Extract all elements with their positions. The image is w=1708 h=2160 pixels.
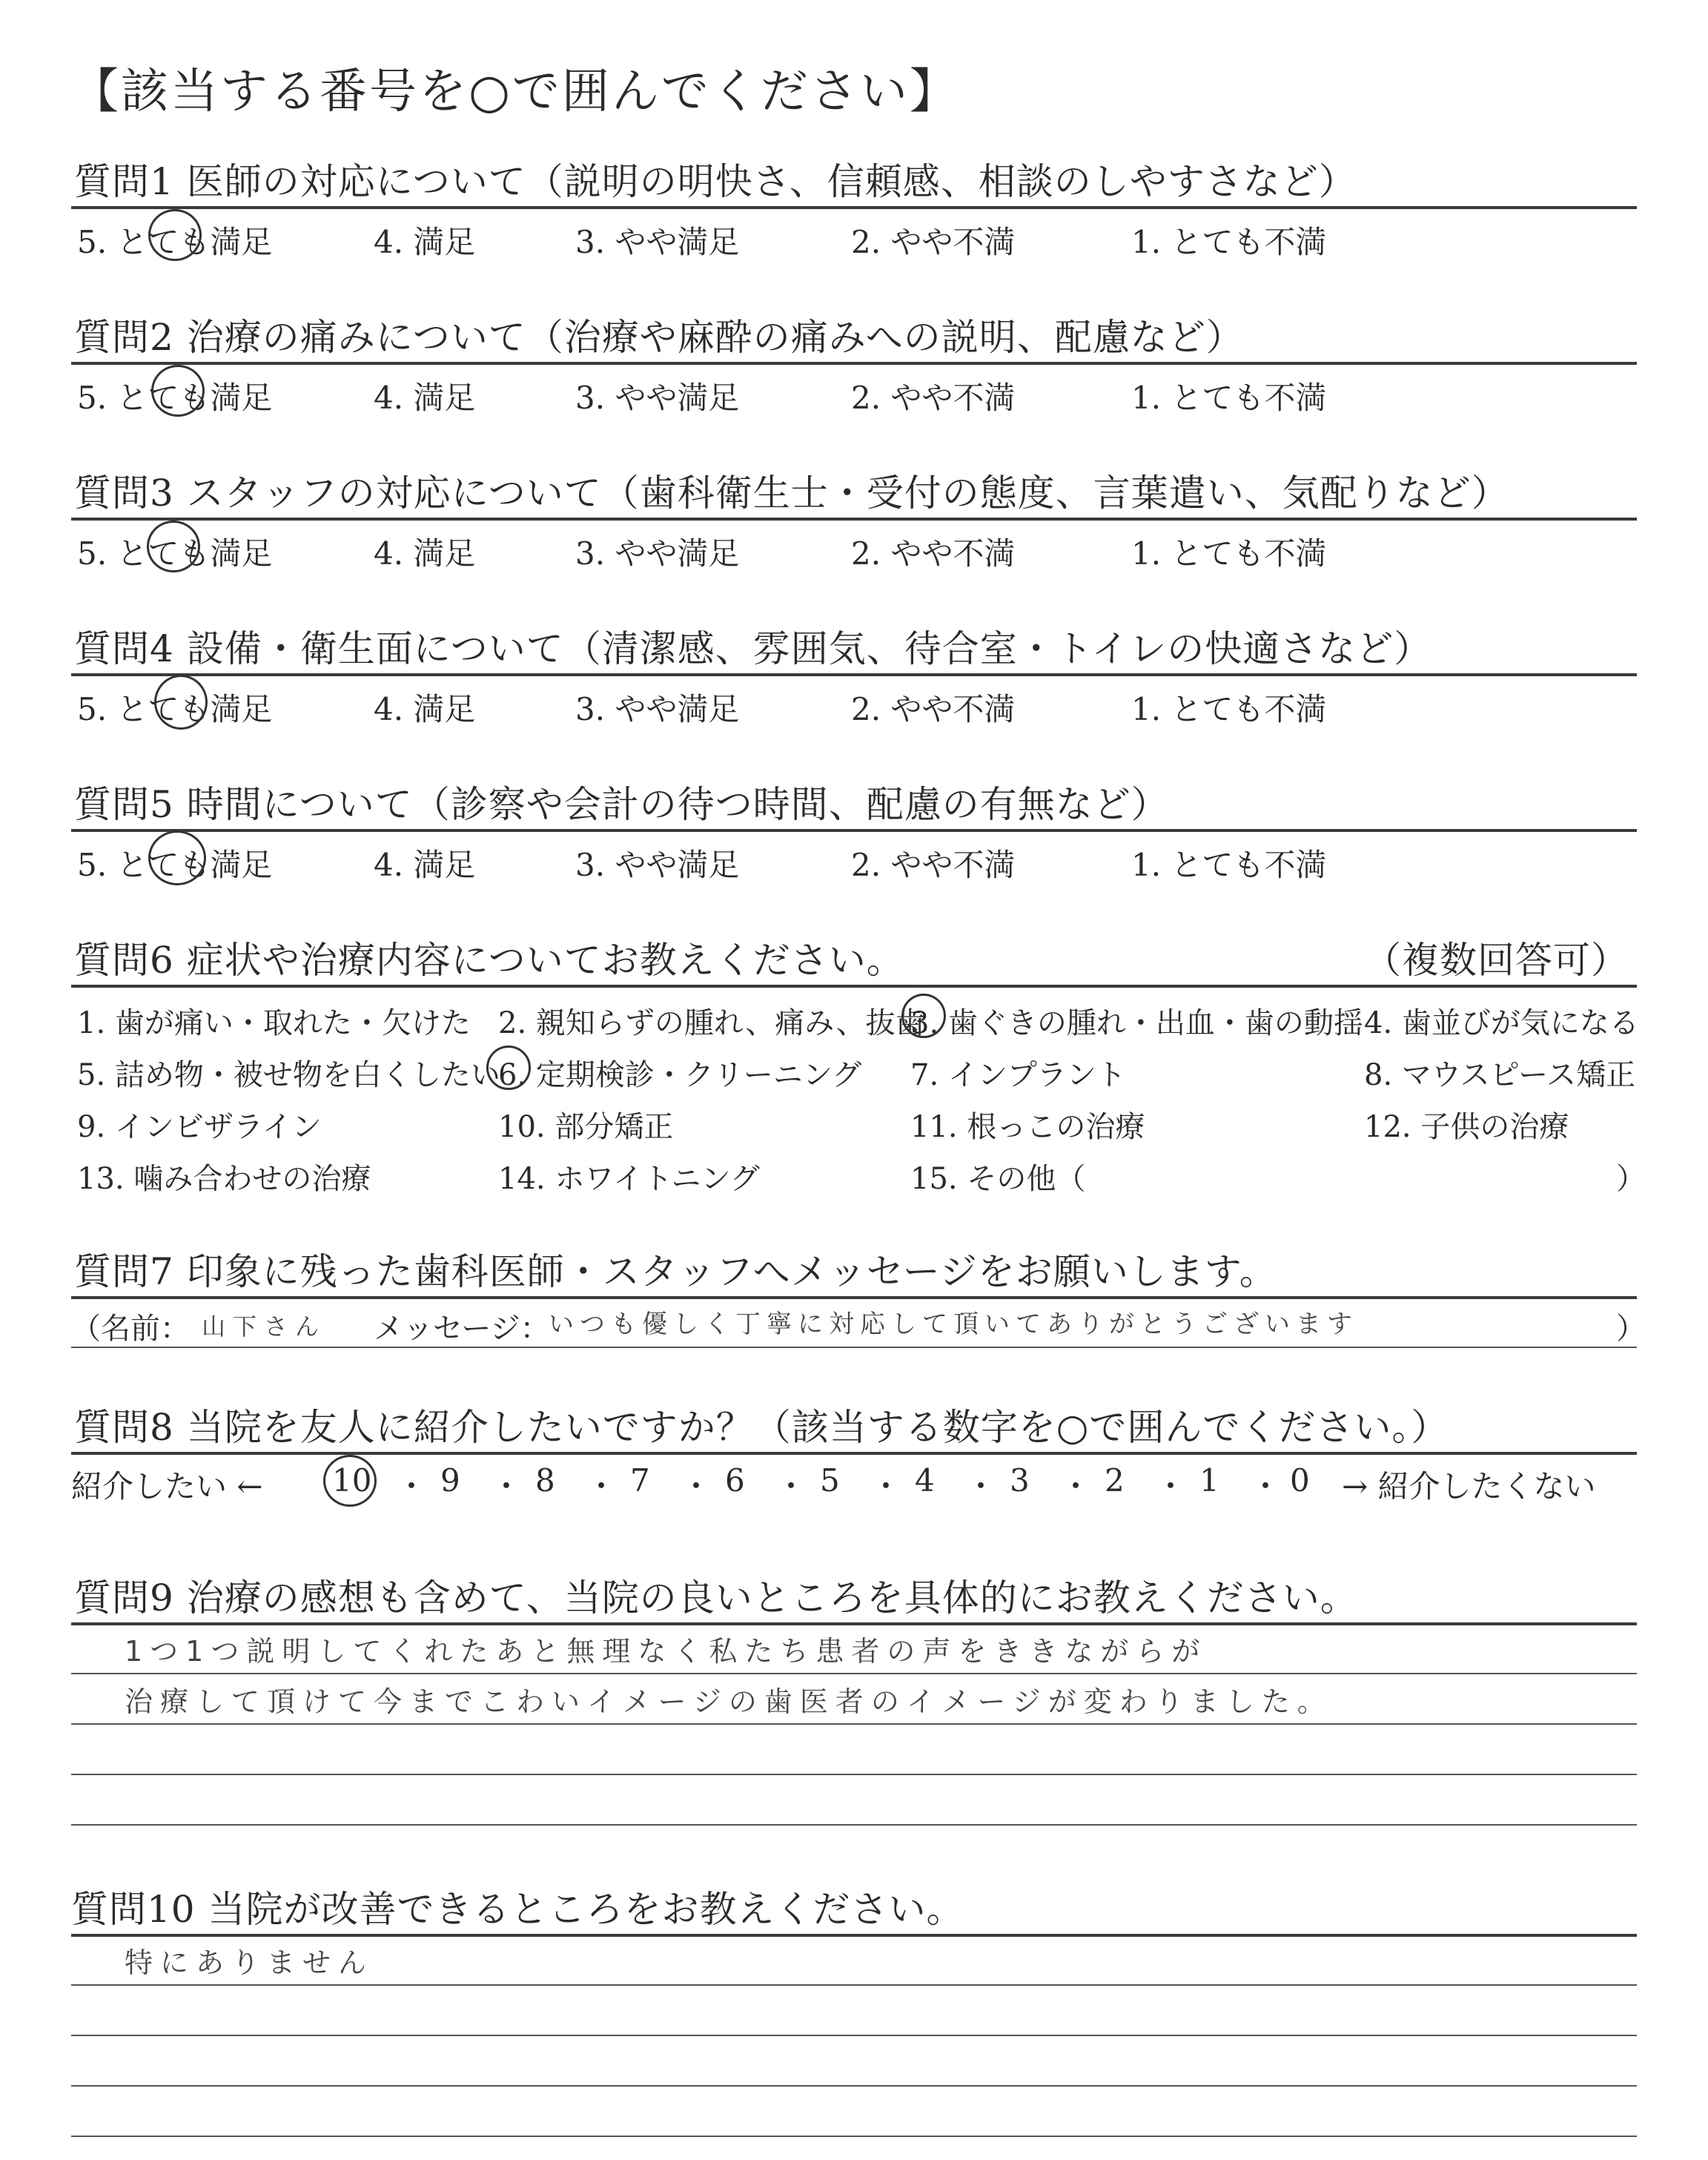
q5-option-5[interactable]: 5. とても満足 [77,847,273,883]
q7-close-paren: ） [1616,1312,1646,1346]
q6-item-1[interactable]: 1. 歯が痛い・取れた・欠けた [77,1006,471,1040]
question-5-title: 質問5 時間について（診察や会計の待つ時間、配慮の有無など） [74,783,1169,826]
question-2-title: 質問2 治療の痛みについて（治療や麻酔の痛みへの説明、配慮など） [74,316,1244,359]
q4-option-2[interactable]: 2. やや不満 [851,691,1016,727]
question-8-title: 質問8 当院を友人に紹介したいですか？（該当する数字を○で囲んでください。） [74,1406,1449,1449]
q10-writing-line [71,2085,1637,2087]
question-10-rule [71,1934,1637,1937]
q9-writing-line [71,1723,1637,1725]
q6-item-11[interactable]: 11. 根っこの治療 [910,1110,1145,1144]
q6-item-9[interactable]: 9. インビザライン [77,1110,322,1144]
q8-separator: ・ [1060,1468,1092,1505]
q3-selection-circle [147,521,200,572]
q8-score-9[interactable]: 9 [440,1462,460,1499]
q6-item-6[interactable]: 6. 定期検診・クリーニング [498,1058,862,1092]
q6-selection-circle-6 [486,1046,531,1090]
q8-separator: ・ [491,1468,523,1505]
q5-option-4[interactable]: 4. 満足 [374,847,476,883]
q3-option-5[interactable]: 5. とても満足 [77,535,273,572]
q4-option-4[interactable]: 4. 満足 [374,691,476,727]
q1-option-5[interactable]: 5. とても満足 [77,224,273,260]
q3-option-3[interactable]: 3. やや満足 [575,535,740,572]
q8-score-3[interactable]: 3 [1010,1462,1030,1499]
q8-selection-circle [323,1455,377,1507]
q8-separator: ・ [1155,1468,1187,1505]
q8-score-0[interactable]: 0 [1290,1462,1310,1499]
question-2-rule [71,362,1637,365]
q3-option-4[interactable]: 4. 満足 [374,535,476,572]
q8-score-4[interactable]: 4 [915,1462,935,1499]
q6-item-7[interactable]: 7. インプラント [910,1058,1126,1092]
q6-item-4[interactable]: 4. 歯並びが気になる [1364,1006,1639,1040]
q1-option-1[interactable]: 1. とても不満 [1131,224,1327,260]
q4-option-5[interactable]: 5. とても満足 [77,691,273,727]
question-6-title: 質問6 症状や治療内容についてお教えください。 [74,939,904,982]
q6-item-15[interactable]: 15. その他（ [910,1162,1086,1196]
q1-selection-circle [148,209,202,261]
question-7-bottom-rule [71,1347,1637,1348]
q8-right-label: → 紹介したくない [1342,1468,1596,1505]
question-1-rule [71,206,1637,209]
q8-separator: ・ [396,1468,428,1505]
question-4-title: 質問4 設備・衛生面について（清潔感、雰囲気、待合室・トイレの快適さなど） [74,627,1432,670]
q8-separator: ・ [775,1468,807,1505]
q5-option-2[interactable]: 2. やや不満 [851,847,1016,883]
q10-answer-line-1[interactable]: 特にありません [125,1946,374,1979]
question-3-title: 質問3 スタッフの対応について（歯科衛生士・受付の態度、言葉遣い、気配りなど） [74,472,1509,515]
q7-message-label: メッセージ： [374,1312,550,1346]
q6-selection-circle-3 [901,994,946,1038]
q3-option-2[interactable]: 2. やや不満 [851,535,1016,572]
q1-option-2[interactable]: 2. やや不満 [851,224,1016,260]
q8-score-6[interactable]: 6 [725,1462,745,1499]
q6-item-13[interactable]: 13. 噛み合わせの治療 [77,1162,371,1196]
question-8-rule [71,1452,1637,1455]
q2-option-4[interactable]: 4. 満足 [374,380,476,416]
question-7-rule [71,1296,1637,1299]
q8-separator: ・ [1250,1468,1282,1505]
q6-item-2[interactable]: 2. 親知らずの腫れ、痛み、抜歯 [498,1006,925,1040]
q6-item-8[interactable]: 8. マウスピース矯正 [1364,1058,1636,1092]
q8-left-label: 紹介したい ← [71,1468,263,1505]
q6-item-14[interactable]: 14. ホワイトニング [498,1162,760,1196]
q1-option-3[interactable]: 3. やや満足 [575,224,740,260]
question-1-title: 質問1 医師の対応について（説明の明快さ、信頼感、相談のしやすさなど） [74,160,1357,203]
q8-separator: ・ [586,1468,618,1505]
question-9-title: 質問9 治療の感想も含めて、当院の良いところを具体的にお教えください。 [74,1576,1358,1619]
question-6-rule [71,985,1637,988]
q8-separator: ・ [965,1468,997,1505]
q4-option-1[interactable]: 1. とても不満 [1131,691,1327,727]
q8-score-5[interactable]: 5 [820,1462,840,1499]
question-6-note: （複数回答可） [1364,939,1629,982]
q10-writing-line [71,2035,1637,2036]
q10-writing-line [71,1984,1637,1986]
q9-writing-line [71,1774,1637,1775]
q9-answer-line-2[interactable]: 治療して頂けて今までこわいイメージの歯医者のイメージが変わりました。 [125,1685,1333,1718]
q6-item-12[interactable]: 12. 子供の治療 [1364,1110,1569,1144]
q5-option-3[interactable]: 3. やや満足 [575,847,740,883]
q2-selection-circle [151,365,205,417]
q8-score-8[interactable]: 8 [535,1462,555,1499]
q6-other-close-paren: ） [1616,1162,1646,1196]
q9-writing-line [71,1824,1637,1826]
q7-name-value[interactable]: 山下さん [202,1312,327,1341]
q8-score-1[interactable]: 1 [1199,1462,1219,1499]
q3-option-1[interactable]: 1. とても不満 [1131,535,1327,572]
q8-score-10[interactable]: 10 [332,1462,372,1499]
q1-option-4[interactable]: 4. 満足 [374,224,476,260]
q5-selection-circle [148,830,206,885]
q6-item-5[interactable]: 5. 詰め物・被せ物を白くしたい [77,1058,500,1092]
question-7-title: 質問7 印象に残った歯科医師・スタッフへメッセージをお願いします。 [74,1250,1277,1293]
q8-score-2[interactable]: 2 [1105,1462,1125,1499]
q8-separator: ・ [681,1468,712,1505]
form-title: 【該当する番号を○で囲んでください】 [71,65,959,119]
q2-option-2[interactable]: 2. やや不満 [851,380,1016,416]
q7-message-value[interactable]: いつも優しく丁寧に対応して頂いてありがとうございます [549,1309,1358,1339]
q2-option-5[interactable]: 5. とても満足 [77,380,273,416]
q4-option-3[interactable]: 3. やや満足 [575,691,740,727]
question-10-title: 質問10 当院が改善できるところをお教えください。 [71,1888,964,1931]
question-5-rule [71,829,1637,832]
q6-item-3[interactable]: 3. 歯ぐきの腫れ・出血・歯の動揺 [910,1006,1363,1040]
q9-answer-line-1[interactable]: 1つ1つ説明してくれたあと無理なく私たち患者の声をききながらが [125,1635,1208,1668]
q9-writing-line [71,1673,1637,1674]
q8-score-7[interactable]: 7 [630,1462,650,1499]
q4-selection-circle [154,675,208,730]
q6-item-10[interactable]: 10. 部分矯正 [498,1110,674,1144]
q2-option-1[interactable]: 1. とても不満 [1131,380,1327,416]
q10-writing-line [71,2136,1637,2137]
q8-separator: ・ [870,1468,902,1505]
q7-name-label: （名前： [71,1312,190,1346]
q5-option-1[interactable]: 1. とても不満 [1131,847,1327,883]
question-9-rule [71,1622,1637,1625]
question-4-rule [71,673,1637,676]
question-3-rule [71,518,1637,521]
q2-option-3[interactable]: 3. やや満足 [575,380,740,416]
